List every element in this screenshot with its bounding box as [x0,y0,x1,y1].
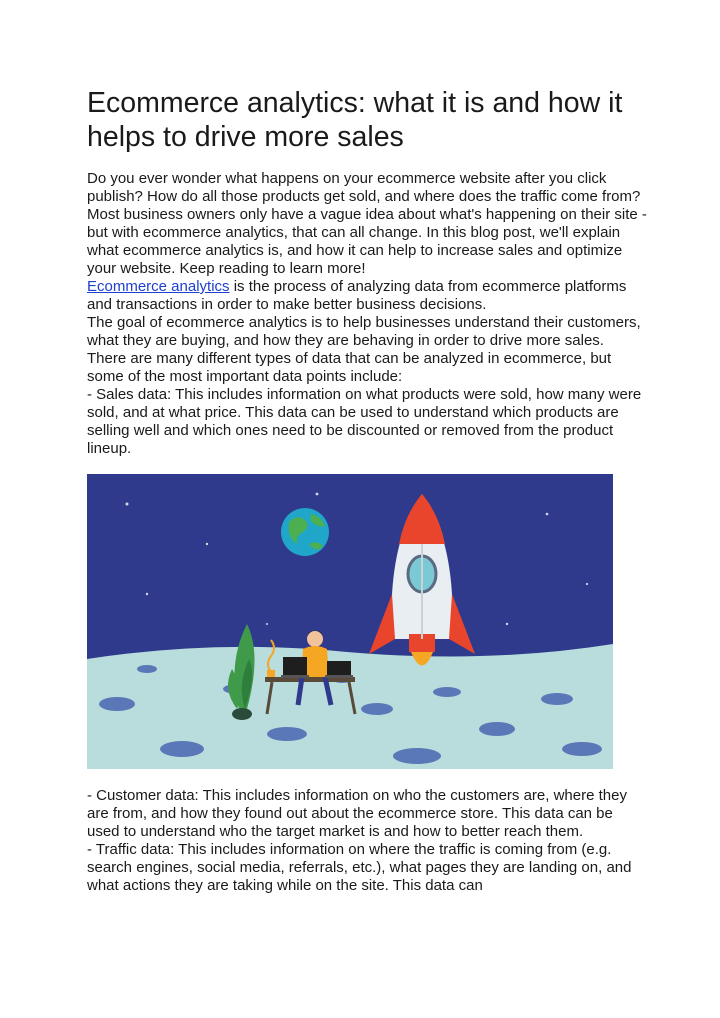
definition-text: is the process of analyzing data from ecommerce platforms and transactions in order to make better business decisions. [87,278,627,313]
ecommerce-analytics-link[interactable]: Ecommerce analytics [87,278,230,295]
paragraph-intro-1: Do you ever wonder what happens on your ecommerce website after you click publish? How do all those products get sold, and where does the traffic come from? [87,170,641,205]
article-title: Ecommerce analytics: what it is and how it helps to drive more sales [87,87,623,153]
paragraph-intro-2: Most business owners only have a vague idea about what's happening on their site - but with ecommerce analytics, that can all change. In this blog post, we'll explain what ecommerce analytics is, and how it can help to increase sales and optimize your website. Keep reading to learn more! [87,206,647,277]
article-continued [87,787,647,895]
paragraph-data-types: There are many different types of data that can be analyzed in ecommerce, but some of the most important data points include: [87,350,612,385]
paragraph-definition [87,278,647,314]
article [87,86,647,895]
paragraph-sales-data: - Sales data: This includes information on what products were sold, how many were sold, and at what price. This data can be used to understand which products are selling well and which ones need to be discounted or removed from the product lineup. [87,386,642,457]
paragraph-customer-data: - Customer data: This includes information on who the customers are, where they are from, and how they found out about the ecommerce store. This data can be used to understand who the target market is and how to better reach them. [87,787,627,840]
paragraph-traffic-data: - Traffic data: This includes information on where the traffic is coming from (e.g. search engines, social media, referrals, etc.), what pages they are landing on, and what actions they are taking while on the site. This data can [87,841,632,894]
moon-office-illustration [87,474,613,769]
earth-icon [281,508,329,556]
paragraph-goal: The goal of ecommerce analytics is to help businesses understand their customers, what they are buying, and how they are behaving in order to drive more sales. [87,314,641,349]
